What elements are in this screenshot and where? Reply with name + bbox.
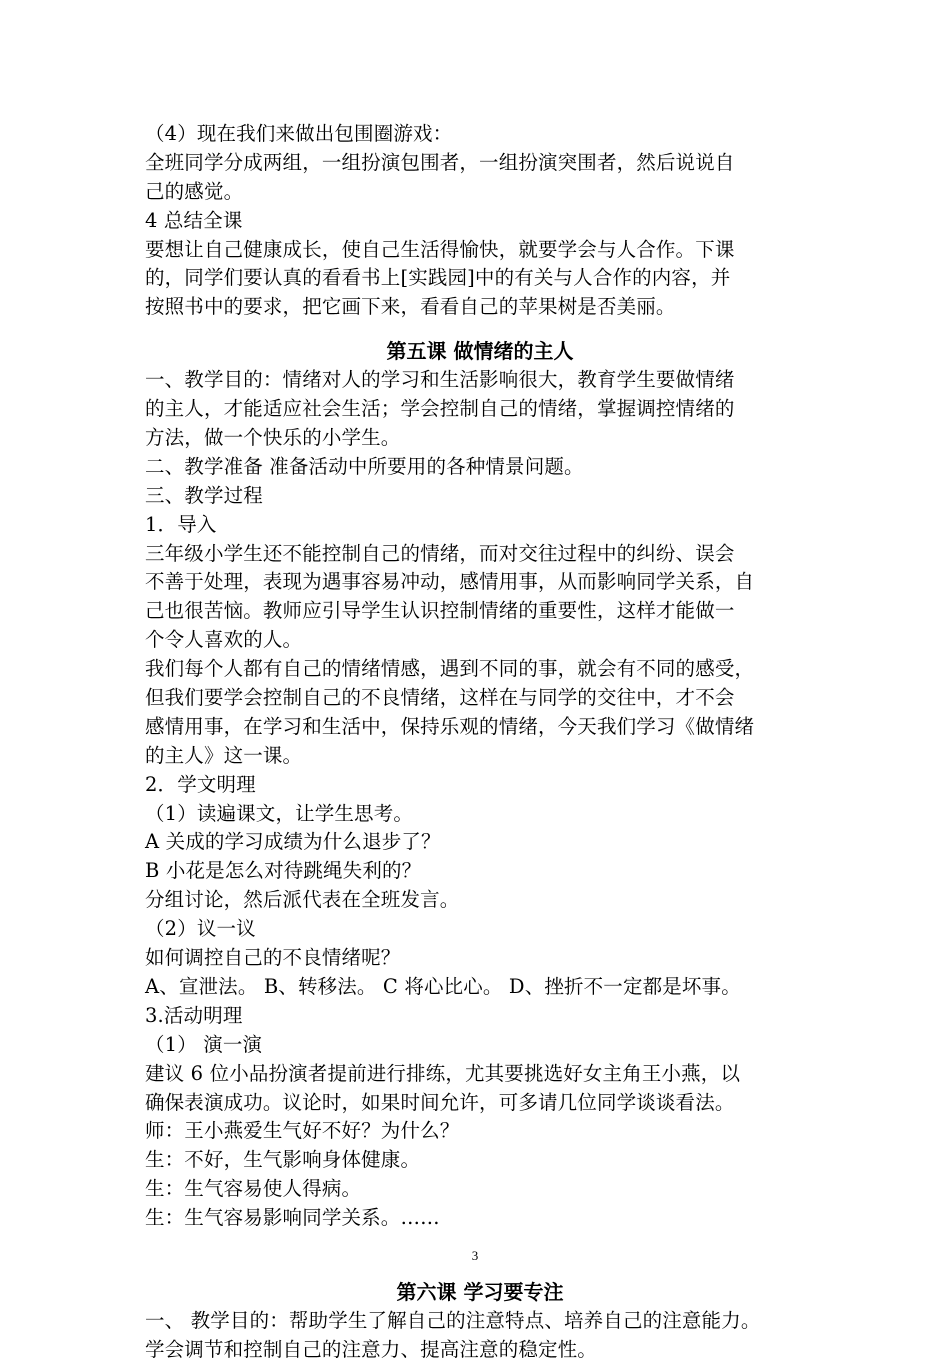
text-line: 方法，做一个快乐的小学生。 [145, 426, 401, 450]
text-line: （1） 演一演 [145, 1032, 263, 1056]
text-line: 但我们要学会控制自己的不良情绪，这样在与同学的交往中，才不会 [145, 686, 735, 710]
lesson6-section [145, 1277, 815, 1365]
text-line: 三年级小学生还不能控制自己的情绪，而对交往过程中的纠纷、误会 [145, 541, 735, 565]
text-line: 确保表演成功。议论时，如果时间允许，可多请几位同学谈谈看法。 [145, 1090, 735, 1114]
text-line: 己也很苦恼。教师应引导学生认识控制情绪的重要性，这样才能做一 [145, 599, 735, 623]
text-line: 全班同学分成两组，一组扮演包围者，一组扮演突围者，然后说说自 [145, 150, 735, 174]
text-line: 的，同学们要认真的看看书上[实践园]中的有关与人合作的内容，并 [145, 266, 731, 290]
lesson5-section [145, 336, 815, 1233]
document-page [145, 120, 815, 1365]
text-line: 二、教学准备 准备活动中所要用的各种情景问题。 [145, 454, 584, 478]
text-line: 的主人》这一课。 [145, 743, 303, 767]
page-number: 3 [471, 1248, 479, 1263]
text-line: 学会调节和控制自己的注意力、提高注意的稳定性。 [145, 1337, 597, 1361]
text-line: 建议 6 位小品扮演者提前进行排练，尤其要挑选好女主角王小燕，以 [145, 1061, 741, 1085]
text-line: 要想让自己健康成长，使自己生活得愉快，就要学会与人合作。下课 [145, 237, 735, 261]
text-line: 如何调控自己的不良情绪呢？ [145, 946, 401, 970]
text-line: 感情用事，在学习和生活中，保持乐观的情绪，今天我们学习《做情绪 [145, 714, 755, 738]
text-line: 己的感觉。 [145, 179, 244, 203]
text-line: 分组讨论，然后派代表在全班发言。 [145, 888, 460, 912]
text-line: 一、教学目的：情绪对人的学习和生活影响很大，教育学生要做情绪 [145, 368, 735, 392]
text-line: 我们每个人都有自己的情绪情感，遇到不同的事，就会有不同的感受， [145, 657, 755, 681]
text-line: 三、教学过程 [145, 483, 263, 507]
text-line: 生：不好，生气影响身体健康。 [145, 1148, 421, 1172]
lesson5-title: 第五课 做情绪的主人 [386, 339, 574, 364]
text-line: B 小花是怎么对待跳绳失利的？ [145, 859, 422, 883]
text-line: A、宣泄法。 B、转移法。 C 将心比心。 D、挫折不一定都是坏事。 [145, 974, 741, 998]
text-line: 一、 教学目的：帮助学生了解自己的注意特点、培养自己的注意能力。 [145, 1308, 761, 1332]
spacer [145, 322, 815, 336]
text-line: 不善于处理，表现为遇事容易冲动，感情用事，从而影响同学关系，自 [145, 570, 755, 594]
text-line: （2）议一议 [145, 917, 256, 941]
text-line: （1）读遍课文，让学生思考。 [145, 801, 414, 825]
text-line: 2．学文明理 [145, 772, 256, 796]
text-line: 4 总结全课 [145, 208, 243, 232]
lesson6-title: 第六课 学习要专注 [396, 1279, 564, 1304]
text-line: 生：生气容易影响同学关系。…… [145, 1206, 440, 1230]
text-line: （4）现在我们来做出包围圈游戏： [145, 122, 453, 145]
text-line: 个令人喜欢的人。 [145, 628, 303, 652]
text-line: 师：王小燕爱生气好不好？为什么？ [145, 1119, 460, 1143]
text-line: 1．导入 [145, 512, 217, 536]
previous-lesson-section [145, 120, 815, 322]
text-line: A 关成的学习成绩为什么退步了？ [145, 830, 441, 854]
text-line: 的主人，才能适应社会生活；学会控制自己的情绪，掌握调控情绪的 [145, 397, 735, 421]
text-line: 生：生气容易使人得病。 [145, 1177, 362, 1201]
text-line: 按照书中的要求，把它画下来，看看自己的苹果树是否美丽。 [145, 295, 676, 319]
text-line: 3.活动明理 [145, 1003, 243, 1027]
